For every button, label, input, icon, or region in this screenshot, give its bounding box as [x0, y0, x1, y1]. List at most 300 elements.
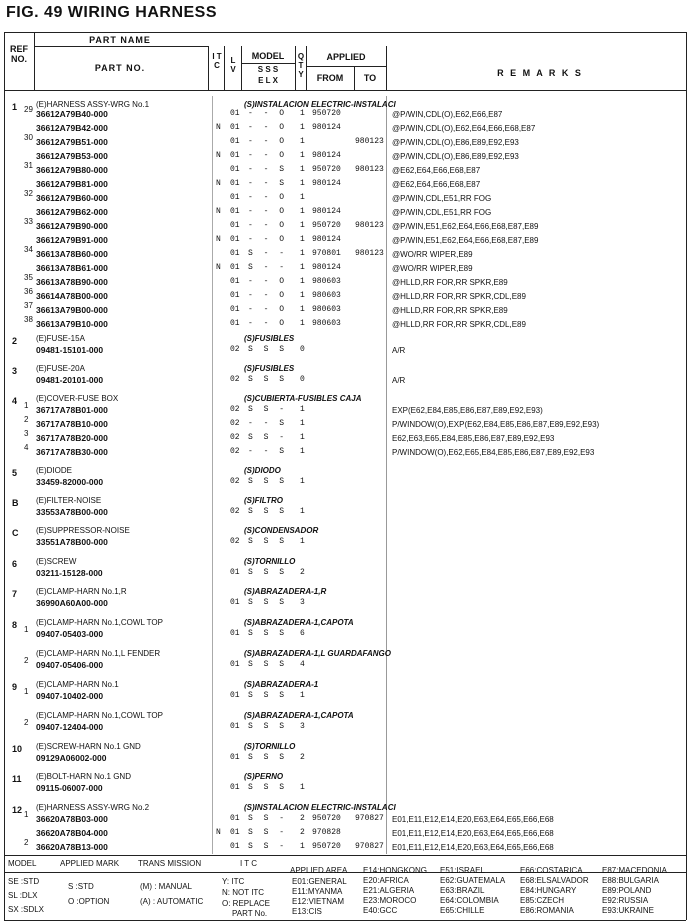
level-code: 01: [230, 151, 240, 160]
quantity: 1: [300, 405, 305, 414]
part-description: (E)SUPPRESSOR-NOISE: [36, 526, 130, 535]
quantity: 1: [300, 193, 305, 202]
part-description: (E)HARNESS ASSY-WRG No.1: [36, 100, 150, 109]
legend-model-heading: MODEL: [8, 859, 37, 868]
spanish-description: (S)INSTALACION ELECTRIC-INSTALACI: [244, 100, 396, 109]
part-number: 36612A79B60-000: [36, 193, 108, 203]
model-applicability: - - O: [248, 123, 288, 132]
ref-number: B: [12, 498, 19, 508]
spanish-description: (S)TORNILLO: [244, 742, 296, 751]
sub-ref-number: 32: [24, 189, 33, 198]
quantity: 4: [300, 660, 305, 669]
model-applicability: S S S: [248, 537, 288, 546]
applied-to: 980123: [355, 137, 384, 146]
quantity: 1: [300, 179, 305, 188]
part-description: (E)CLAMP-HARN No.1,R: [36, 587, 127, 596]
model-applicability: S S S: [248, 783, 288, 792]
remarks: @HLLD,RR FOR,RR SPKR,E89: [392, 306, 508, 315]
sub-ref-number: 35: [24, 273, 33, 282]
applied-from: 980124: [312, 179, 341, 188]
itc-code: N: [216, 123, 221, 132]
applied-from: 950720: [312, 109, 341, 118]
level-code: 01: [230, 221, 240, 230]
quantity: 1: [300, 221, 305, 230]
applied-from: 980603: [312, 305, 341, 314]
part-number: 36990A60A00-000: [36, 598, 108, 608]
itc-code: N: [216, 179, 221, 188]
part-number: 33551A78B00-000: [36, 537, 108, 547]
quantity: 1: [300, 123, 305, 132]
model-applicability: - - O: [248, 221, 288, 230]
model-applicability: S S S: [248, 568, 288, 577]
spanish-description: (S)CUBIERTA-FUSIBLES CAJA: [244, 394, 362, 403]
level-code: 01: [230, 305, 240, 314]
remarks: P/WINDOW(O),EXP(E62,E84,E85,E86,E87,E89,E92,E93): [392, 420, 600, 429]
applied-from: 980124: [312, 207, 341, 216]
level-code: 01: [230, 842, 240, 851]
sub-ref-number: 2: [24, 415, 29, 424]
quantity: 1: [300, 507, 305, 516]
header-qty: Q T Y: [297, 52, 305, 79]
part-number: 09407-05406-000: [36, 660, 104, 670]
applied-from: 980124: [312, 151, 341, 160]
sub-ref-number: 34: [24, 245, 33, 254]
part-number: 36612A79B42-000: [36, 123, 108, 133]
applied-from: 980603: [312, 277, 341, 286]
level-code: 01: [230, 691, 240, 700]
quantity: 6: [300, 629, 305, 638]
sub-ref-number: 4: [24, 443, 29, 452]
itc-code: N: [216, 828, 221, 837]
part-description: (E)CLAMP-HARN No.1,COWL TOP: [36, 618, 163, 627]
level-code: 01: [230, 263, 240, 272]
quantity: 1: [300, 783, 305, 792]
legend-area-item: E14:HONGKONG: [363, 866, 428, 875]
legend-trans-heading: TRANS MISSION: [138, 859, 202, 868]
applied-from: 950720: [312, 814, 341, 823]
part-number: 36613A79B10-000: [36, 319, 108, 329]
model-applicability: - - O: [248, 277, 288, 286]
model-applicability: S S -: [248, 842, 288, 851]
remarks: E01,E11,E12,E14,E20,E63,E64,E65,E66,E68: [392, 843, 554, 852]
quantity: 3: [300, 722, 305, 731]
model-applicability: - - O: [248, 319, 288, 328]
part-description: (E)FILTER-NOISE: [36, 496, 102, 505]
ref-number: 8: [12, 620, 18, 630]
model-applicability: - - O: [248, 305, 288, 314]
part-number: 09407-10402-000: [36, 691, 104, 701]
itc-code: N: [216, 235, 221, 244]
level-code: 02: [230, 477, 240, 486]
quantity: 1: [300, 842, 305, 851]
spanish-description: (S)TORNILLO: [244, 557, 296, 566]
col-line: [4, 32, 5, 920]
applied-from: 980124: [312, 123, 341, 132]
remarks: @P/WIN,CDL,E51,RR FOG: [392, 208, 492, 217]
level-code: 01: [230, 249, 240, 258]
quantity: 1: [300, 165, 305, 174]
col-line: [386, 46, 387, 90]
part-number: 36613A78B60-000: [36, 249, 108, 259]
model-applicability: - - O: [248, 137, 288, 146]
remarks: @P/WIN,CDL(O),E86,E89,E92,E93: [392, 152, 519, 161]
level-code: 02: [230, 345, 240, 354]
model-applicability: - - O: [248, 207, 288, 216]
remarks: EXP(E62,E84,E85,E86,E87,E89,E92,E93): [392, 406, 543, 415]
header-part-name: PART NAME: [89, 35, 151, 45]
model-applicability: - - O: [248, 291, 288, 300]
model-applicability: S S S: [248, 598, 288, 607]
header-part-no: PART NO.: [94, 63, 146, 73]
applied-from: 980603: [312, 291, 341, 300]
model-applicability: - - O: [248, 109, 288, 118]
header-from: FROM: [316, 73, 344, 83]
level-code: 01: [230, 207, 240, 216]
legend-area-item: E40:GCC: [363, 906, 398, 915]
model-applicability: S S S: [248, 691, 288, 700]
header-itc: I T C: [212, 52, 222, 70]
header-to: TO: [363, 73, 377, 83]
level-code: 01: [230, 193, 240, 202]
part-description: (E)SCREW: [36, 557, 77, 566]
legend-area-item: E93:UKRAINE: [602, 906, 655, 915]
sub-ref-number: 2: [24, 718, 29, 727]
model-applicability: - - S: [248, 447, 288, 456]
sub-ref-number: 30: [24, 133, 33, 142]
remarks: @P/WIN,E51,E62,E64,E66,E68,E87,E89: [392, 236, 539, 245]
applied-to: 980123: [355, 165, 384, 174]
applied-from: 950720: [312, 221, 341, 230]
applied-to: 970827: [355, 814, 384, 823]
header-remarks: R E M A R K S: [497, 68, 583, 78]
part-number: 36717A78B01-000: [36, 405, 108, 415]
model-applicability: S S -: [248, 828, 288, 837]
sub-ref-number: 2: [24, 656, 29, 665]
quantity: 1: [300, 109, 305, 118]
spanish-description: (S)FILTRO: [244, 496, 283, 505]
ref-number: 9: [12, 682, 18, 692]
sub-ref-number: 29: [24, 105, 33, 114]
level-code: 01: [230, 123, 240, 132]
part-description: (E)CLAMP-HARN No.1,L FENDER: [36, 649, 161, 658]
header-applied: APPLIED: [326, 52, 366, 62]
remarks: A/R: [392, 346, 406, 355]
quantity: 3: [300, 598, 305, 607]
legend-model-sx: SX :SDLX: [8, 905, 45, 914]
ref-number: 2: [12, 336, 18, 346]
legend-area-heading: APPLIED AREA: [290, 866, 348, 875]
legend-itc-o: O: REPLACE: [222, 899, 271, 908]
col-line: [208, 46, 209, 90]
itc-code: N: [216, 263, 221, 272]
level-code: 01: [230, 291, 240, 300]
model-applicability: - - S: [248, 419, 288, 428]
legend-area-item: E87:MACEDONIA: [602, 866, 667, 875]
header-bottom-border: [4, 90, 686, 91]
level-code: 01: [230, 722, 240, 731]
part-number: 36717A78B10-000: [36, 419, 108, 429]
part-description: (E)FUSE-20A: [36, 364, 85, 373]
level-code: 01: [230, 179, 240, 188]
part-number: 36613A78B61-000: [36, 263, 108, 273]
spanish-description: (S)ABRAZADERA-1,CAPOTA: [244, 711, 354, 720]
legend-mark-std: S :STD: [68, 882, 94, 891]
part-description: (E)SCREW-HARN No.1 GND: [36, 742, 141, 751]
applied-from: 950720: [312, 165, 341, 174]
model-applicability: - - O: [248, 235, 288, 244]
part-number: 09129A06002-000: [36, 753, 107, 763]
level-code: 01: [230, 753, 240, 762]
legend-area-item: E21:ALGERIA: [363, 886, 415, 895]
part-description: (E)COVER-FUSE BOX: [36, 394, 119, 403]
ref-number: 7: [12, 589, 18, 599]
ref-number: 6: [12, 559, 18, 569]
spanish-description: (S)FUSIBLES: [244, 364, 295, 373]
level-code: 01: [230, 783, 240, 792]
legend-itc-n: N: NOT ITC: [222, 888, 265, 897]
quantity: 1: [300, 235, 305, 244]
model-applicability: S S S: [248, 629, 288, 638]
page-title: FIG. 49 WIRING HARNESS: [6, 4, 218, 21]
part-number: 36613A78B90-000: [36, 277, 108, 287]
level-code: 01: [230, 319, 240, 328]
legend-area-item: E86:ROMANIA: [520, 906, 574, 915]
model-applicability: - - S: [248, 165, 288, 174]
quantity: 1: [300, 263, 305, 272]
quantity: 1: [300, 433, 305, 442]
spanish-description: (S)DIODO: [244, 466, 281, 475]
quantity: 2: [300, 828, 305, 837]
legend-area-item: E65:CHILLE: [440, 906, 485, 915]
legend-area-item: E64:COLOMBIA: [440, 896, 499, 905]
remarks: @E62,E64,E66,E68,E87: [392, 166, 481, 175]
quantity: 1: [300, 319, 305, 328]
sub-ref-number: 1: [24, 810, 29, 819]
header-model-cols: S S S: [257, 65, 279, 74]
spanish-description: (S)PERNO: [244, 772, 284, 781]
part-number: 36717A78B20-000: [36, 433, 108, 443]
table-bottom-border: [4, 855, 686, 856]
model-applicability: - - S: [248, 179, 288, 188]
itc-code: N: [216, 151, 221, 160]
remarks: @HLLD,RR FOR,RR SPKR,CDL,E89: [392, 292, 526, 301]
level-code: 01: [230, 828, 240, 837]
level-code: 01: [230, 165, 240, 174]
level-code: 02: [230, 507, 240, 516]
quantity: 1: [300, 207, 305, 216]
part-number: 36612A79B62-000: [36, 207, 108, 217]
remarks: @WO/RR WIPER,E89: [392, 264, 473, 273]
level-code: 01: [230, 660, 240, 669]
model-applicability: S S S: [248, 507, 288, 516]
spanish-description: (S)ABRAZADERA-1,R: [244, 587, 327, 596]
part-number: 36612A79B90-000: [36, 221, 108, 231]
ref-number: 12: [12, 805, 23, 815]
applied-to: 980123: [355, 221, 384, 230]
model-applicability: S S S: [248, 660, 288, 669]
part-number: 36620A78B04-000: [36, 828, 108, 838]
quantity: 1: [300, 691, 305, 700]
legend-area-item: E11:MYANMA: [292, 887, 343, 896]
level-code: 01: [230, 629, 240, 638]
header-ref-no: REF NO.: [10, 44, 28, 64]
legend-trans-automatic: (A) : AUTOMATIC: [140, 897, 204, 906]
part-number: 09407-12404-000: [36, 722, 104, 732]
legend-itc-heading: I T C: [240, 859, 258, 868]
legend-area-item: E66:COSTARICA: [520, 866, 583, 875]
sub-ref-number: 33: [24, 217, 33, 226]
legend-area-item: E12:VIETNAM: [292, 897, 345, 906]
quantity: 1: [300, 537, 305, 546]
applied-from: 980603: [312, 319, 341, 328]
spanish-description: (S)ABRAZADERA-1,CAPOTA: [244, 618, 354, 627]
table-top-border: [4, 32, 686, 33]
part-number: 03211-15128-000: [36, 568, 103, 578]
sub-ref-number: 1: [24, 625, 29, 634]
legend-model-se: SE :STD: [8, 877, 40, 886]
remarks: @P/WIN,CDL(O),E86,E89,E92,E93: [392, 138, 519, 147]
quantity: 0: [300, 375, 305, 384]
legend-area-item: E62:GUATEMALA: [440, 876, 506, 885]
legend-area-item: E51:ISRAEL: [440, 866, 485, 875]
remarks: E01,E11,E12,E14,E20,E63,E64,E65,E66,E68: [392, 829, 554, 838]
remarks: @P/WIN,E51,E62,E64,E66,E68,E87,E89: [392, 222, 539, 231]
col-line: [686, 32, 687, 920]
level-code: 01: [230, 235, 240, 244]
legend-area-item: E20:AFRICA: [363, 876, 409, 885]
sub-ref-number: 36: [24, 287, 33, 296]
model-applicability: S S S: [248, 753, 288, 762]
legend-itc-part-no: PART No.: [232, 909, 268, 918]
remarks: @HLLD,RR FOR,RR SPKR,CDL,E89: [392, 320, 526, 329]
model-applicability: S S -: [248, 405, 288, 414]
legend-area-item: E89:POLAND: [602, 886, 652, 895]
quantity: 1: [300, 419, 305, 428]
quantity: 2: [300, 568, 305, 577]
remarks-guide: [386, 96, 387, 854]
header-divider: [306, 66, 386, 67]
legend-area-item: E92:RUSSIA: [602, 896, 649, 905]
part-number: 36614A78B00-000: [36, 291, 108, 301]
part-number: 36612A79B80-000: [36, 165, 108, 175]
part-number: 36717A78B30-000: [36, 447, 108, 457]
part-number: 36612A79B40-000: [36, 109, 108, 119]
sub-ref-number: 2: [24, 838, 29, 847]
legend-area-item: E23:MOROCO: [363, 896, 417, 905]
legend-area-item: E01:GENERAL: [292, 877, 347, 886]
part-number: 36620A78B13-000: [36, 842, 108, 852]
model-applicability: S S S: [248, 722, 288, 731]
part-description: (E)DIODE: [36, 466, 72, 475]
legend-area-item: E88:BULGARIA: [602, 876, 659, 885]
ref-number: 10: [12, 744, 23, 754]
part-number: 36620A78B03-000: [36, 814, 108, 824]
quantity: 0: [300, 345, 305, 354]
applied-from: 980124: [312, 235, 341, 244]
part-description: (E)CLAMP-HARN No.1,COWL TOP: [36, 711, 163, 720]
header-model: MODEL: [251, 51, 285, 61]
quantity: 1: [300, 477, 305, 486]
legend-bottom-border: [4, 920, 686, 921]
part-number: 36613A79B00-000: [36, 305, 108, 315]
part-number: 09481-15101-000: [36, 345, 104, 355]
header-divider: [241, 63, 295, 64]
remarks: @WO/RR WIPER,E89: [392, 250, 473, 259]
applied-from: 980124: [312, 263, 341, 272]
quantity: 1: [300, 249, 305, 258]
part-description: (E)CLAMP-HARN No.1: [36, 680, 119, 689]
level-code: 02: [230, 433, 240, 442]
col-line: [34, 32, 35, 90]
sub-ref-number: 1: [24, 401, 29, 410]
quantity: 1: [300, 151, 305, 160]
header-divider: [34, 46, 208, 47]
part-number: 09407-05403-000: [36, 629, 104, 639]
itc-code: N: [216, 207, 221, 216]
quantity: 1: [300, 291, 305, 300]
ref-number: 5: [12, 468, 18, 478]
legend-model-sl: SL :DLX: [8, 891, 38, 900]
remarks: E01,E11,E12,E14,E20,E63,E64,E65,E66,E68: [392, 815, 554, 824]
model-applicability: S S S: [248, 477, 288, 486]
level-code: 01: [230, 598, 240, 607]
legend-area-item: E63:BRAZIL: [440, 886, 485, 895]
remarks: @P/WIN,CDL(O),E62,E64,E66,E68,E87: [392, 124, 536, 133]
ref-number: 3: [12, 366, 18, 376]
legend-area-item: E13:CIS: [292, 907, 322, 916]
legend-mark-option: O :OPTION: [68, 897, 110, 906]
sub-ref-number: 1: [24, 687, 29, 696]
legend-area-item: E68:ELSALVADOR: [520, 876, 589, 885]
remarks: P/WINDOW(O),E62,E65,E84,E85,E86,E87,E89,E92,E93: [392, 448, 595, 457]
legend-area-item: E85:CZECH: [520, 896, 565, 905]
col-line: [224, 46, 225, 90]
sub-ref-number: 3: [24, 429, 29, 438]
ref-number: 4: [12, 396, 18, 406]
level-code: 01: [230, 568, 240, 577]
part-number: 36612A79B91-000: [36, 235, 108, 245]
model-applicability: S - -: [248, 263, 288, 272]
part-number: 09115-06007-000: [36, 783, 103, 793]
part-number: 33459-82000-000: [36, 477, 104, 487]
level-code: 01: [230, 814, 240, 823]
remarks: E62,E63,E65,E84,E85,E86,E87,E89,E92,E93: [392, 434, 555, 443]
spanish-description: (S)CONDENSADOR: [244, 526, 319, 535]
applied-to: 970827: [355, 842, 384, 851]
quantity: 1: [300, 277, 305, 286]
legend-area-item: E84:HUNGARY: [520, 886, 577, 895]
part-number: 36612A79B53-000: [36, 151, 108, 161]
quantity: 1: [300, 447, 305, 456]
sub-ref-number: 31: [24, 161, 33, 170]
remarks: @E62,E64,E66,E68,E87: [392, 180, 481, 189]
ref-number: 11: [12, 774, 22, 784]
part-number: 09481-20101-000: [36, 375, 104, 385]
level-code: 01: [230, 109, 240, 118]
legend-itc-y: Y: ITC: [222, 877, 245, 886]
part-description: (E)HARNESS ASSY-WRG No.2: [36, 803, 150, 812]
remarks: @P/WIN,CDL,E51,RR FOG: [392, 194, 492, 203]
spanish-description: (S)FUSIBLES: [244, 334, 295, 343]
header-model-cols2: E L X: [258, 76, 278, 85]
quantity: 1: [300, 137, 305, 146]
model-applicability: S S -: [248, 814, 288, 823]
applied-from: 950720: [312, 842, 341, 851]
quantity: 2: [300, 814, 305, 823]
remarks: A/R: [392, 376, 406, 385]
level-code: 02: [230, 447, 240, 456]
level-code: 02: [230, 405, 240, 414]
